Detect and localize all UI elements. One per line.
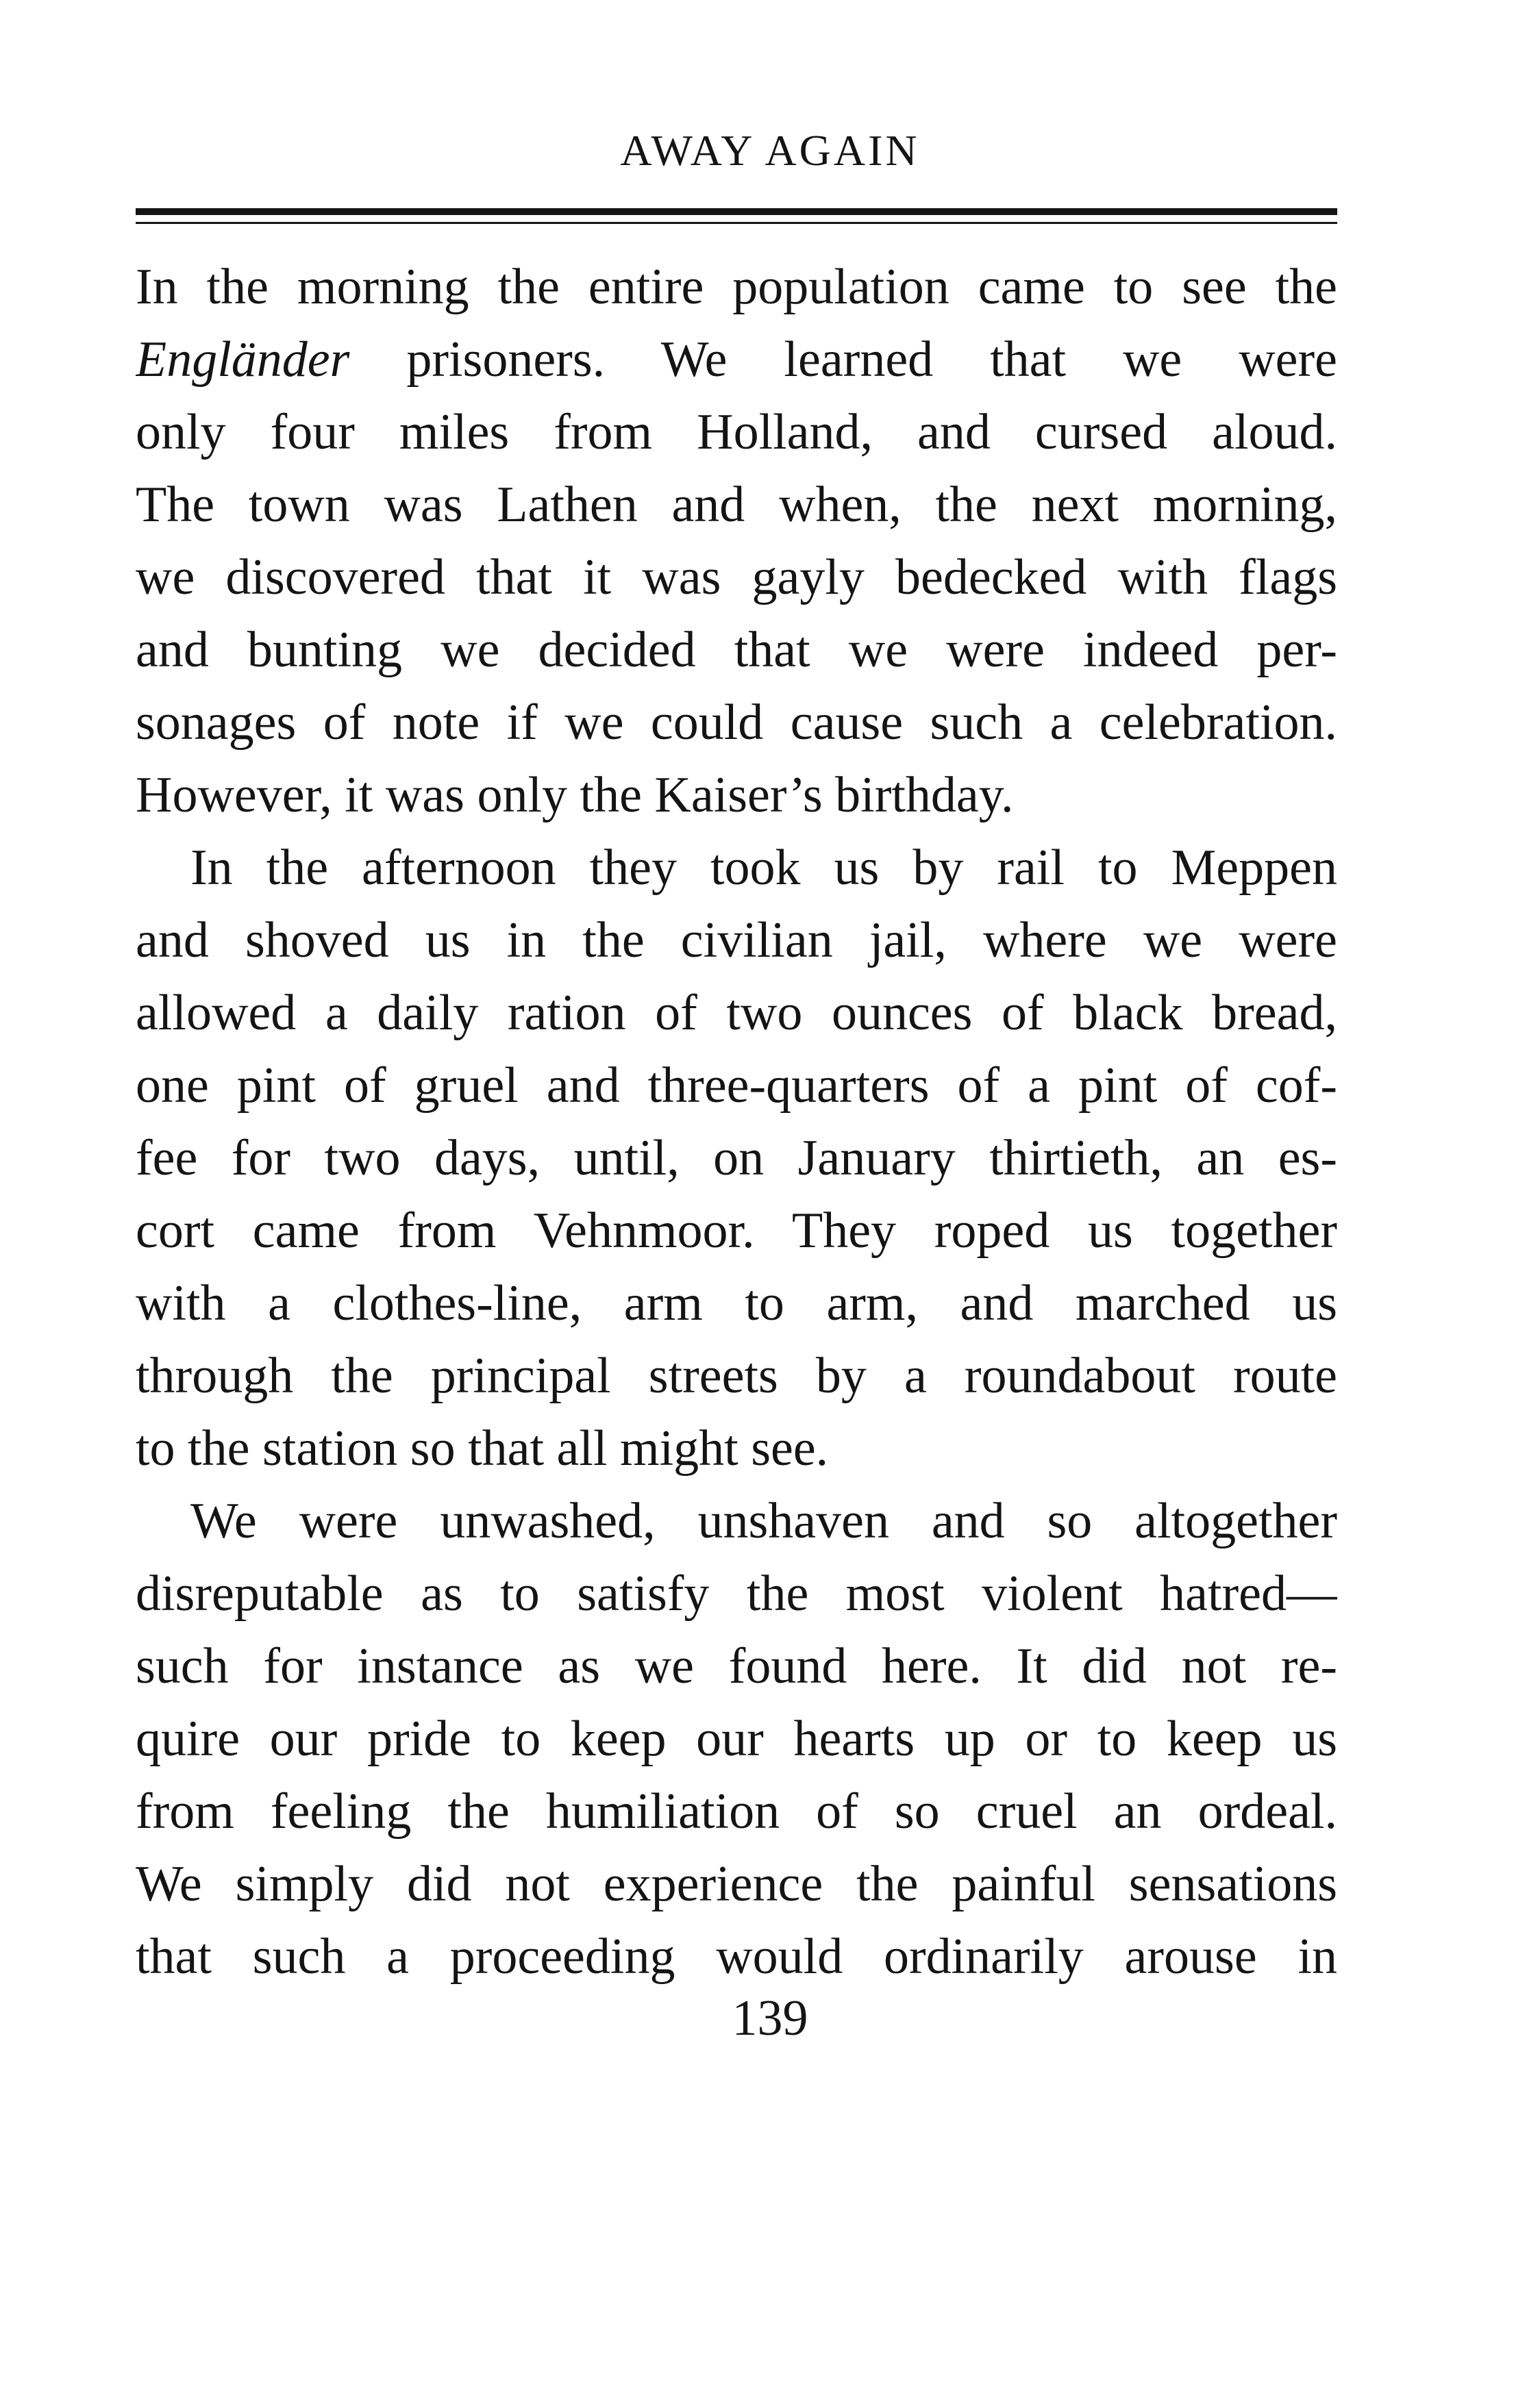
page-number: 139	[732, 1990, 808, 2046]
text-line: sonages of note if we could cause such a celebration.	[136, 694, 1337, 751]
text-line: with a clothes-line, arm to arm, and marched us	[136, 1275, 1337, 1331]
text-line: In the morning the entire population came to see the	[136, 259, 1337, 315]
text-line: Engländer prisoners. We learned that we were	[136, 331, 1337, 388]
text-line: to the station so that all might see.	[136, 1420, 829, 1477]
foreign-word: Engländer	[136, 331, 350, 388]
body-text	[136, 251, 1337, 1993]
text-line: quire our pride to keep our hearts up or to keep us	[136, 1711, 1337, 1767]
text-line: allowed a daily ration of two ounces of black bread,	[136, 985, 1337, 1041]
header-rule-thin	[136, 222, 1337, 224]
text-line: However, it was only the Kaiser’s birthday.	[136, 767, 1014, 823]
text-line: cort came from Vehnmoor. They roped us together	[136, 1203, 1337, 1259]
text-line: from feeling the humiliation of so cruel an ordeal.	[136, 1783, 1337, 1840]
text-line: We simply did not experience the painful sensations	[136, 1856, 1337, 1912]
text-line: we discovered that it was gayly bedecked with flags	[136, 549, 1337, 605]
header-rule-thick	[136, 208, 1337, 215]
text-line: The town was Lathen and when, the next morning,	[136, 477, 1337, 533]
text-line: In the afternoon they took us by rail to Meppen	[190, 840, 1337, 896]
text-line: one pint of gruel and three-quarters of a pint of cof-	[136, 1057, 1337, 1114]
running-head: AWAY AGAIN	[620, 126, 920, 175]
text-line: only four miles from Holland, and cursed aloud.	[136, 404, 1337, 460]
text-line: such for instance as we found here. It did not re-	[136, 1638, 1337, 1694]
text-line: fee for two days, until, on January thirtieth, an es-	[136, 1130, 1337, 1186]
text-line: disreputable as to satisfy the most violent hatred—	[136, 1566, 1337, 1622]
text-line: and bunting we decided that we were indeed per-	[136, 622, 1337, 678]
text-line: and shoved us in the civilian jail, where we were	[136, 912, 1337, 968]
text-line: through the principal streets by a roundabout route	[136, 1348, 1337, 1404]
text-line: that such a proceeding would ordinarily arouse in	[136, 1929, 1337, 1985]
text-line: We were unwashed, unshaven and so altogether	[190, 1493, 1337, 1549]
